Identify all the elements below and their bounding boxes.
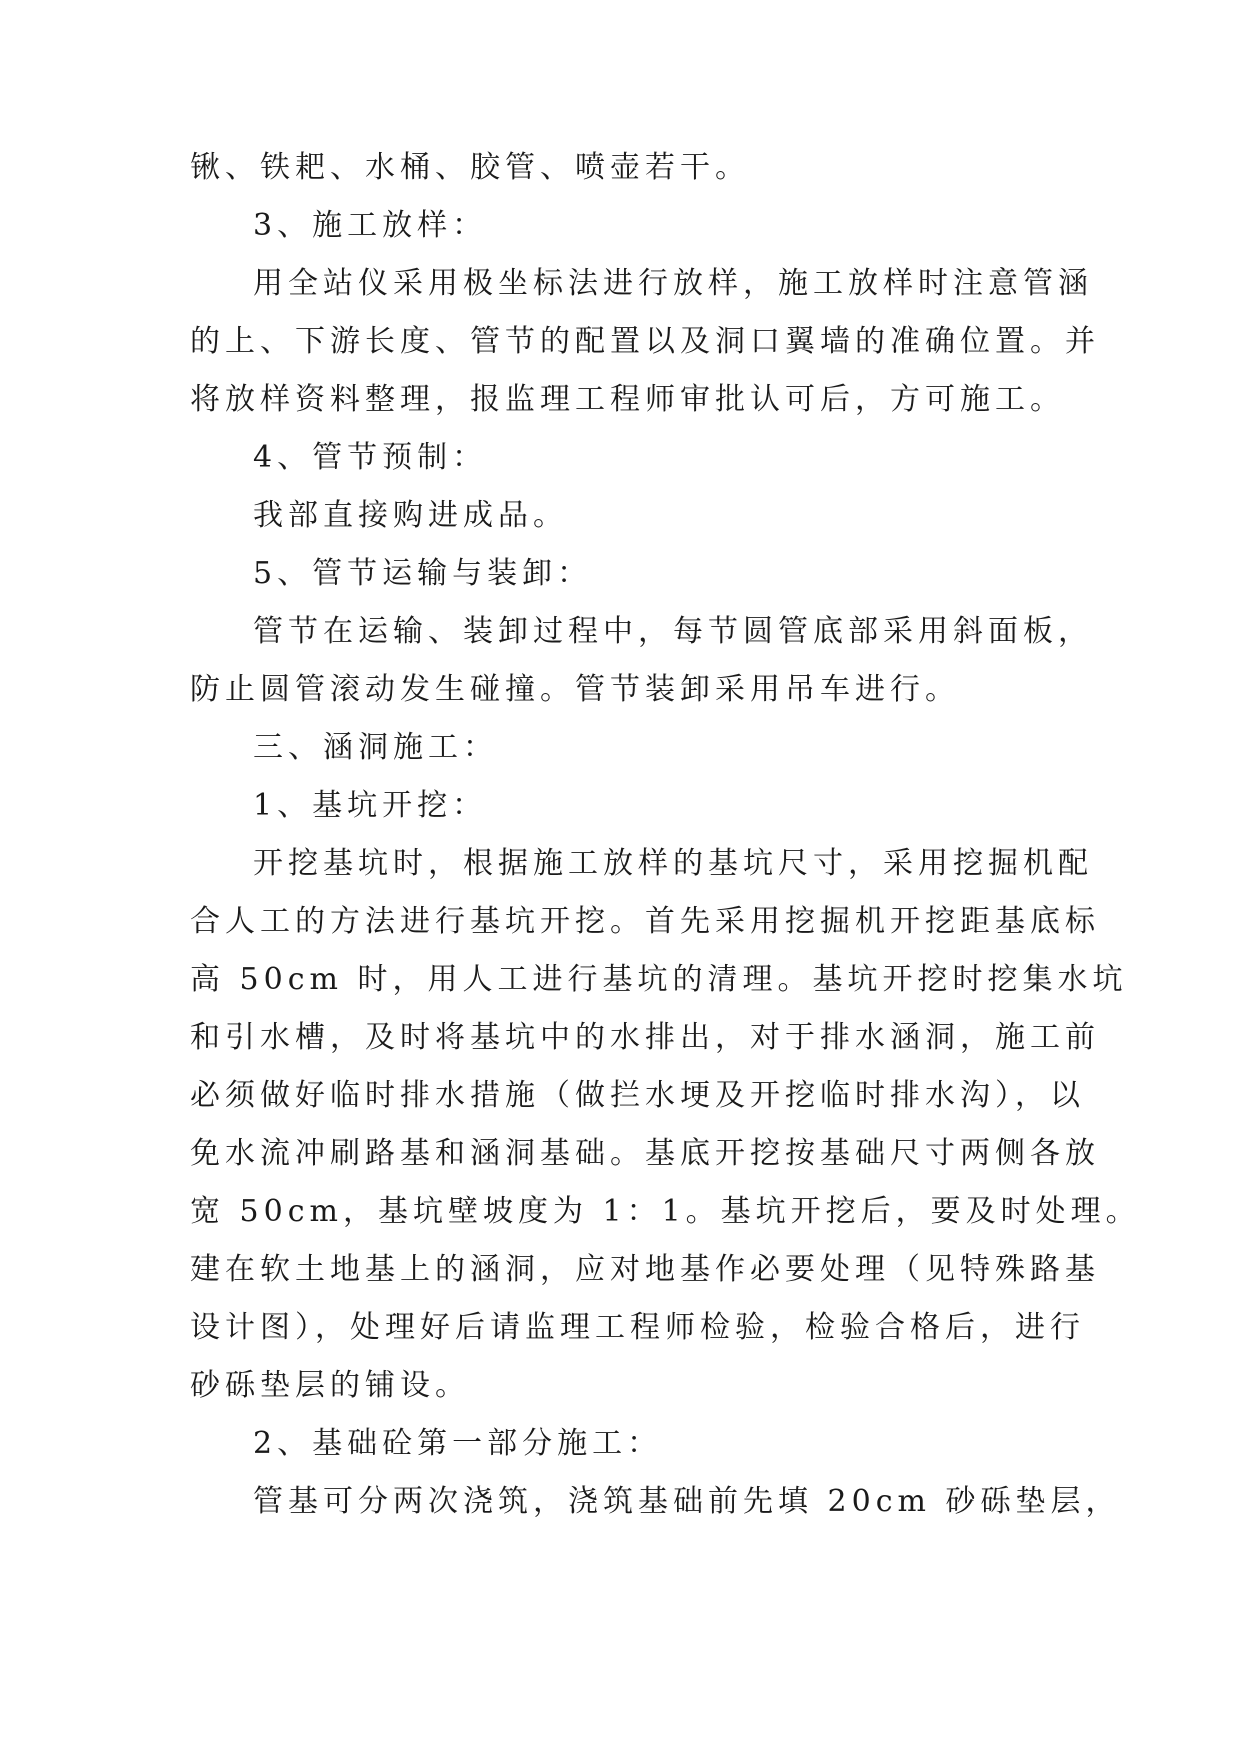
text-line: 和引水槽，及时将基坑中的水排出，对于排水涵洞，施工前 bbox=[190, 1020, 1100, 1055]
text-line: 管节在运输、装卸过程中，每节圆管底部采用斜面板， bbox=[253, 614, 1093, 649]
section-heading: 4、管节预制： bbox=[253, 440, 488, 475]
text-line: 我部直接购进成品。 bbox=[253, 498, 568, 533]
text-line: 高 50cm 时，用人工进行基坑的清理。基坑开挖时挖集水坑 bbox=[190, 962, 1128, 997]
text-line: 锹、铁耙、水桶、胶管、喷壶若干。 bbox=[190, 150, 750, 185]
text-line: 将放样资料整理，报监理工程师审批认可后，方可施工。 bbox=[190, 382, 1065, 417]
section-heading: 2、基础砼第一部分施工： bbox=[253, 1426, 663, 1461]
text-line: 用全站仪采用极坐标法进行放样，施工放样时注意管涵 bbox=[253, 266, 1093, 301]
text-line: 必须做好临时排水措施（做拦水埂及开挖临时排水沟），以 bbox=[190, 1078, 1085, 1113]
section-heading: 3、施工放样： bbox=[253, 208, 488, 243]
text-line: 开挖基坑时，根据施工放样的基坑尺寸，采用挖掘机配 bbox=[253, 846, 1093, 881]
text-line: 合人工的方法进行基坑开挖。首先采用挖掘机开挖距基底标 bbox=[190, 904, 1100, 939]
section-heading: 三、涵洞施工： bbox=[253, 730, 498, 765]
text-line: 建在软土地基上的涵洞，应对地基作必要处理（见特殊路基 bbox=[190, 1252, 1100, 1287]
text-line: 免水流冲刷路基和涵洞基础。基底开挖按基础尺寸两侧各放 bbox=[190, 1136, 1100, 1171]
text-line: 砂砾垫层的铺设。 bbox=[190, 1368, 470, 1403]
section-heading: 1、基坑开挖： bbox=[253, 788, 488, 823]
text-line: 管基可分两次浇筑，浇筑基础前先填 20cm 砂砾垫层， bbox=[253, 1484, 1121, 1519]
section-heading: 5、管节运输与装卸： bbox=[253, 556, 593, 591]
text-line: 的上、下游长度、管节的配置以及洞口翼墙的准确位置。并 bbox=[190, 324, 1100, 359]
text-line: 设计图），处理好后请监理工程师检验，检验合格后，进行 bbox=[190, 1310, 1085, 1345]
text-line: 宽 50cm，基坑壁坡度为 1：1。基坑开挖后，要及时处理。 bbox=[190, 1194, 1141, 1229]
text-line: 防止圆管滚动发生碰撞。管节装卸采用吊车进行。 bbox=[190, 672, 960, 707]
